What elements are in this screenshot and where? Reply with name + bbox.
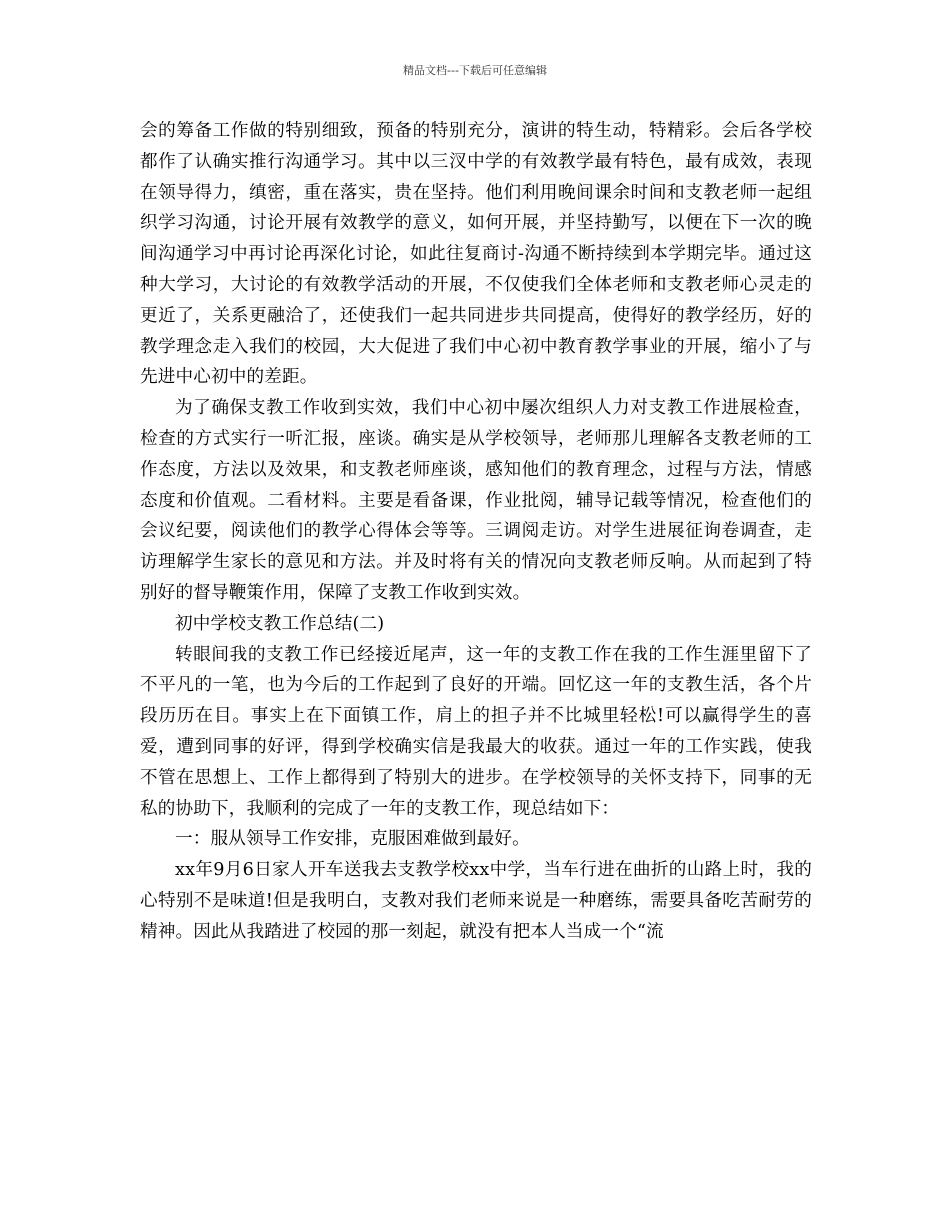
paragraph: 转眼间我的支教工作已经接近尾声，这一年的支教工作在我的工作生涯里留下了不平凡的一笔，也为今后的工作起到了良好的开端。回忆这一年的支教生活，各个片段历历在目。事实上在下面镇工作，肩上的担子并不比城里轻松!可以赢得学生的喜爱，遭到同事的好评，得到学校确实信是我最大的收获。通过一年的工作实践，使我不管在思想上、工作上都得到了特别大的进步。在学校领导的关怀支持下，同事的无私的协助下，我顺利的完成了一年的支教工作，现总结如下： (140, 644, 812, 819)
section-heading: 初中学校支教工作总结(二) (175, 613, 385, 634)
paragraph: xx年9月6日家人开车送我去支教学校xx中学，当车行进在曲折的山路上时，我的心特别不是味道!但是我明白，支教对我们老师来说是一种磨练，需要具备吃苦耐劳的精神。因此从我踏进了校园的那一刻起，就没有把本人当成一个“流 (140, 860, 812, 942)
paragraph: 会的筹备工作做的特别细致，预备的特别充分，演讲的特生动，特精彩。会后各学校都作了认确实推行沟通学习。其中以三汊中学的有效教学最有特色，最有成效，表现在领导得力，缜密，重在落实，贵在坚持。他们利用晚间课余时间和支教老师一起组织学习沟通，讨论开展有效教学的意义，如何开展，并坚持勤写，以便在下一次的晚间沟通学习中再讨论再深化讨论，如此往复商讨-沟通不断持续到本学期完毕。通过这种大学习，大讨论的有效教学活动的开展，不仅使我们全体老师和支教老师心灵走的更近了，关系更融洽了，还使我们一起共同进步共同提高，使得好的教学经历，好的教学理念走入我们的校园，大大促进了我们中心初中教育教学事业的开展，缩小了与先进中心初中的差距。 (140, 121, 812, 388)
page-header: 精品文档---下载后可任意编辑 (403, 64, 547, 77)
subsection-heading: 一：服从领导工作安排，克服困难做到最好。 (175, 829, 530, 850)
paragraph: 为了确保支教工作收到实效，我们中心初中屡次组织人力对支教工作进展检查，检查的方式实行一听汇报，座谈。确实是从学校领导，老师那儿理解各支教老师的工作态度，方法以及效果，和支教老师座谈，感知他们的教育理念，过程与方法，情感态度和价值观。二看材料。主要是看备课，作业批阅，辅导记载等情况，检查他们的会议纪要，阅读他们的教学心得体会等等。三调阅走访。对学生进展征询卷调查，走访理解学生家长的意见和方法。并及时将有关的情况向支教老师反响。从而起到了特别好的督导鞭策作用，保障了支教工作收到实效。 (140, 398, 812, 603)
document-body (140, 116, 812, 948)
